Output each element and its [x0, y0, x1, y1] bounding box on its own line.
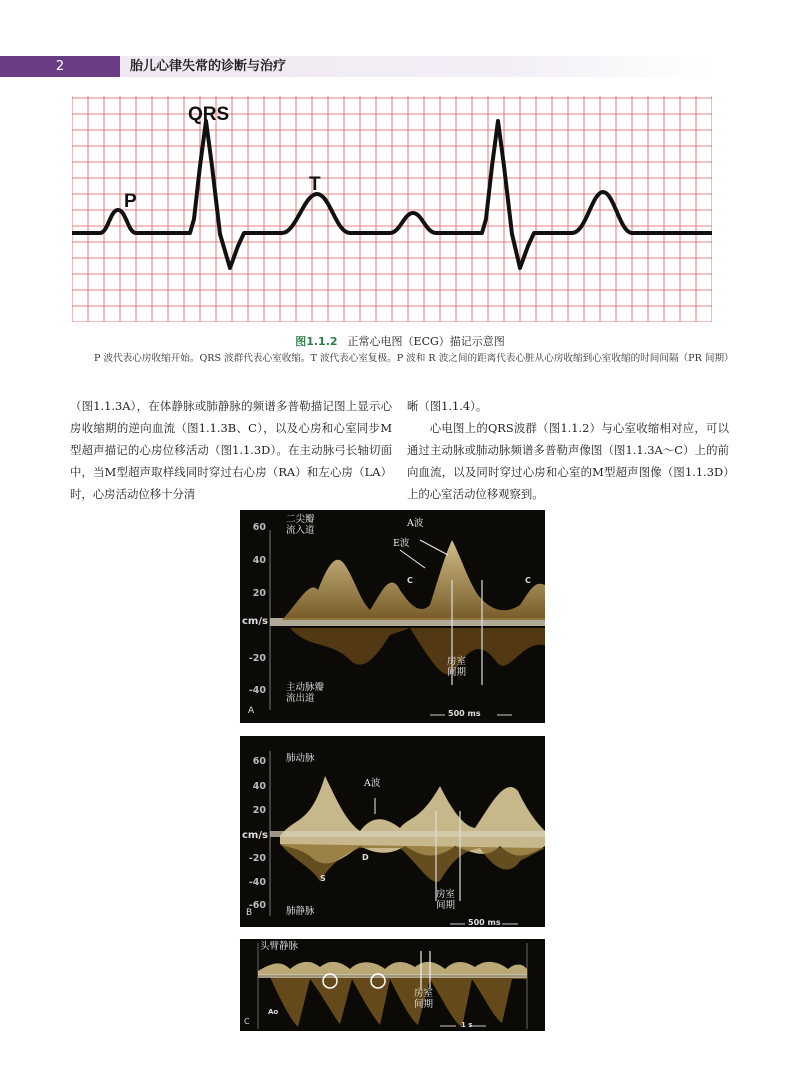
y-tick: 20 [252, 588, 266, 599]
av-interval-label: 房室 间期 [436, 889, 456, 911]
body-paragraph: 晰（图1.1.4）。 [407, 399, 488, 413]
c-label-left: C [407, 576, 413, 585]
y-tick: 20 [252, 805, 266, 816]
doppler-panel-a [240, 510, 545, 723]
y-tick: -60 [248, 900, 266, 911]
pulmonary-artery-label: 肺动脉 [286, 753, 315, 764]
t-label: T [309, 174, 321, 195]
ecg-diagram [72, 96, 712, 322]
av-interval-label: 房室 间期 [447, 656, 467, 678]
y-tick: 60 [252, 522, 266, 533]
body-column-right [407, 395, 729, 505]
page-header [0, 56, 716, 77]
y-tick: 40 [252, 555, 266, 566]
doppler-reverse-flow [290, 628, 545, 674]
y-tick: 40 [252, 781, 266, 792]
brachiocephalic-vein-label: 头臂静脉 [260, 941, 299, 952]
aortic-outflow-label: 主动脉瓣 流出道 [286, 682, 325, 704]
y-tick: -20 [248, 653, 266, 664]
y-tick: -40 [248, 877, 266, 888]
a-wave-label: A波 [364, 778, 381, 789]
page-number: 2 [0, 56, 120, 77]
body-paragraph: （图1.1.3A），在体静脉或肺静脉的频谱多普勒描记图上显示心房收缩期的逆向血流（图1.1.3B、C），以及心房和心室同步M型超声描记的心房位移活动（图1.1.3D）。在主动脉弓长轴切面中，当M型超声取样线同时穿过右心房（RA）和左心房（LA）时，心房活动位移十分清 [70, 399, 392, 501]
panel-letter: C [244, 1017, 250, 1026]
figure-note: P 波代表心房收缩开始。QRS 波群代表心室收缩。T 波代表心室复极。P 波和 R 波之间的距离代表心脏从心房收缩到心室收缩的时间间隔（PR 间期） [94, 353, 734, 364]
time-scale-label: 500 ms [468, 918, 501, 927]
doppler-venous-flow [258, 962, 527, 975]
qrs-label: QRS [188, 104, 230, 125]
figure-caption [0, 333, 800, 349]
unit-label: cm/s [242, 830, 268, 841]
e-wave-label: E波 [393, 538, 410, 549]
doppler-forward-flow [282, 540, 545, 620]
time-scale-label: 1 s [461, 1021, 473, 1029]
panel-letter: A [248, 706, 255, 716]
doppler-panel-b [240, 736, 545, 927]
unit-label: cm/s [242, 616, 268, 627]
y-tick: 60 [252, 756, 266, 767]
panel-letter: B [246, 908, 253, 918]
running-title: 胎儿心律失常的诊断与治疗 [130, 59, 287, 74]
s-label: S [320, 874, 326, 883]
doppler-panel-c [240, 939, 545, 1031]
figure-number: 图1.1.2 [295, 335, 338, 348]
body-paragraph: 心电图上的QRS波群（图1.1.2）与心室收缩相对应，可以通过主动脉或肺动脉频谱多普勒声像图（图1.1.3A～C）上的前向血流，以及同时穿过心房和心室的M型超声图像（图1.1.3D）上的心室活动位移观察到。 [407, 421, 729, 501]
y-tick: -20 [248, 853, 266, 864]
a-wave-label: A波 [407, 518, 424, 529]
p-label: P [124, 191, 137, 212]
time-scale-label: 500 ms [448, 709, 481, 718]
doppler-reverse-flow [270, 977, 527, 1027]
y-tick: -40 [248, 685, 266, 696]
body-column-left [70, 395, 392, 505]
figure-title: 正常心电图（ECG）描记示意图 [347, 335, 505, 348]
ao-label: Ao [268, 1008, 279, 1016]
av-interval-label: 房室 间期 [414, 988, 434, 1010]
d-label: D [362, 853, 369, 862]
mitral-inflow-label: 二尖瓣 流入道 [286, 514, 315, 536]
c-label-right: C [525, 576, 531, 585]
pulmonary-vein-label: 肺静脉 [286, 906, 315, 917]
